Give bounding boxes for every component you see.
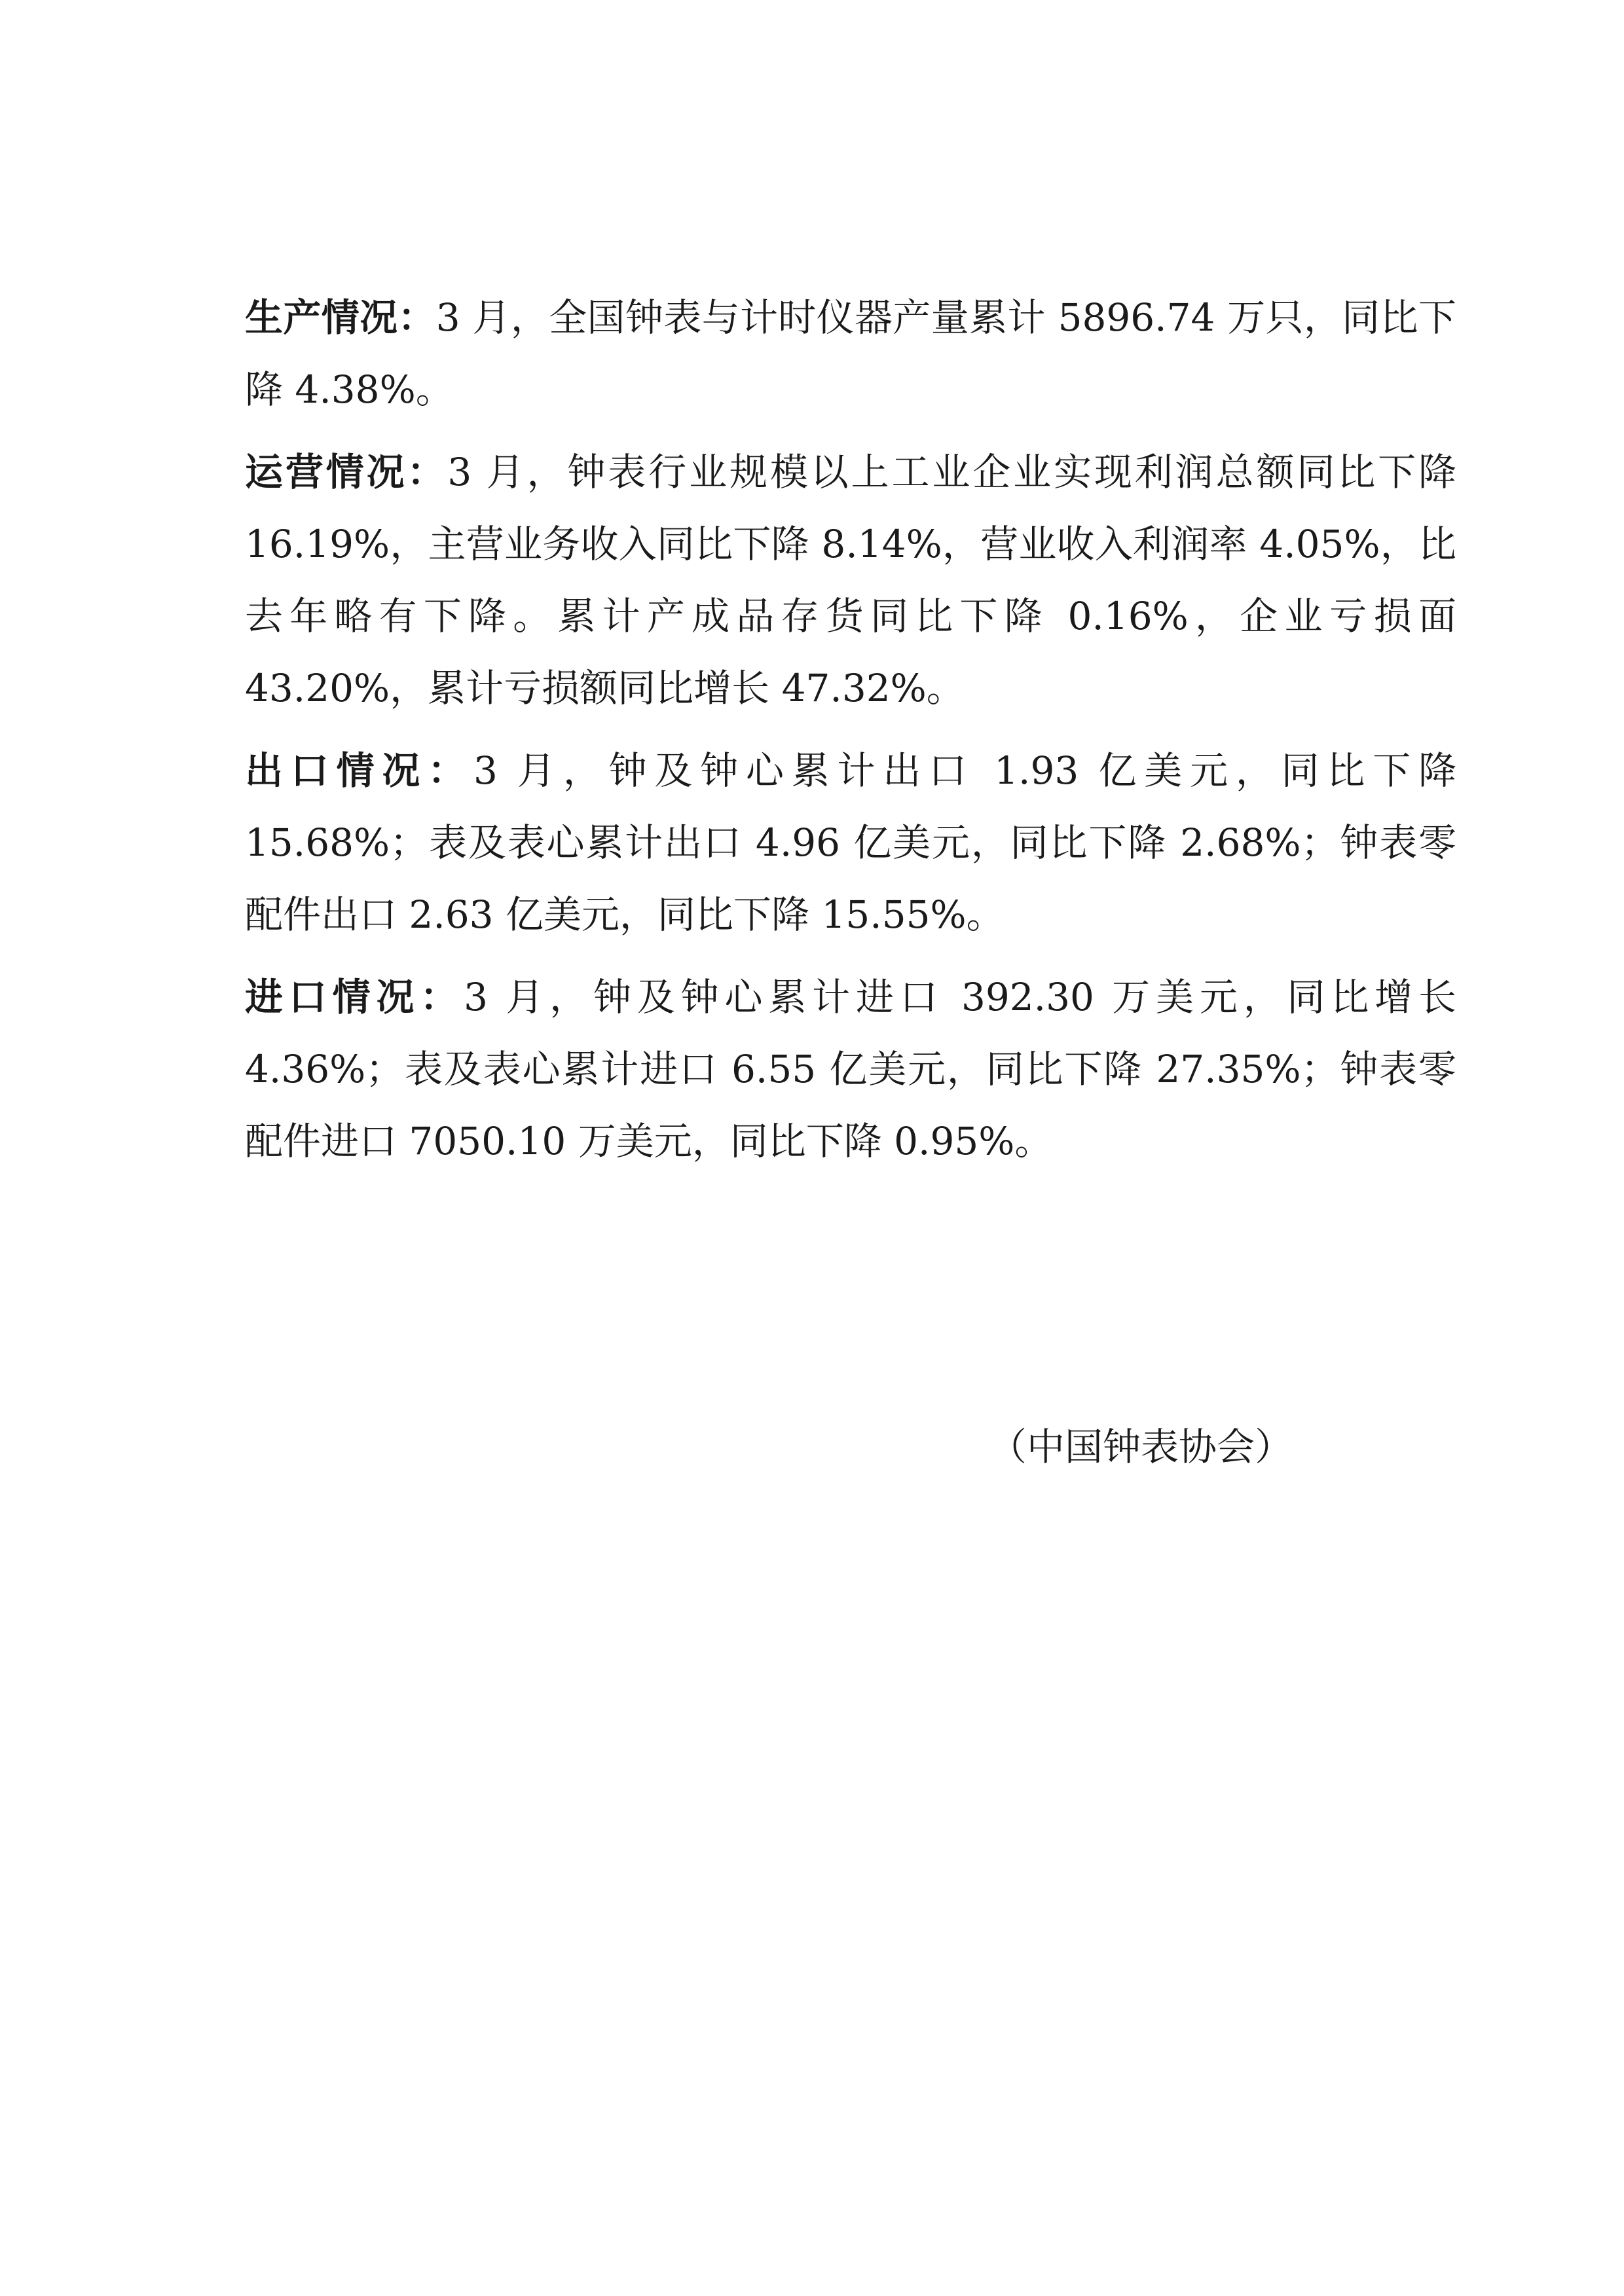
source-attribution: （中国钟表协会） <box>989 1425 1293 1469</box>
production-paragraph <box>245 282 1456 426</box>
import-paragraph <box>245 961 1456 1177</box>
operations-heading: 运营情况： <box>245 450 448 494</box>
import-heading: 进口情况： <box>245 975 464 1019</box>
document-body <box>245 282 1456 1188</box>
import-text: 3 月，钟及钟心累计进口 392.30 万美元，同比增长 4.36%；表及表心累计进口 6.55 亿美元，同比下降 27.35%；钟表零配件进口 7050.10 万美元，同比下降 0.95%。 <box>245 975 1456 1163</box>
export-text: 3 月，钟及钟心累计出口 1.93 亿美元，同比下降 15.68%；表及表心累计出口 4.96 亿美元，同比下降 2.68%；钟表零配件出口 2.63 亿美元，同比下降 15.55%。 <box>245 748 1456 937</box>
production-heading: 生产情况： <box>245 295 436 340</box>
export-paragraph <box>245 735 1456 951</box>
export-heading: 出口情况： <box>245 748 473 793</box>
production-text: 3 月，全国钟表与计时仪器产量累计 5896.74 万只，同比下降 4.38%。 <box>245 295 1456 412</box>
operations-text: 3 月，钟表行业规模以上工业企业实现利润总额同比下降 16.19%，主营业务收入同比下降 8.14%，营业收入利润率 4.05%，比去年略有下降。累计产成品存货同比下降 0.16%，企业亏损面 43.20%，累计亏损额同比增长 47.32%。 <box>245 450 1456 710</box>
operations-paragraph <box>245 436 1456 724</box>
